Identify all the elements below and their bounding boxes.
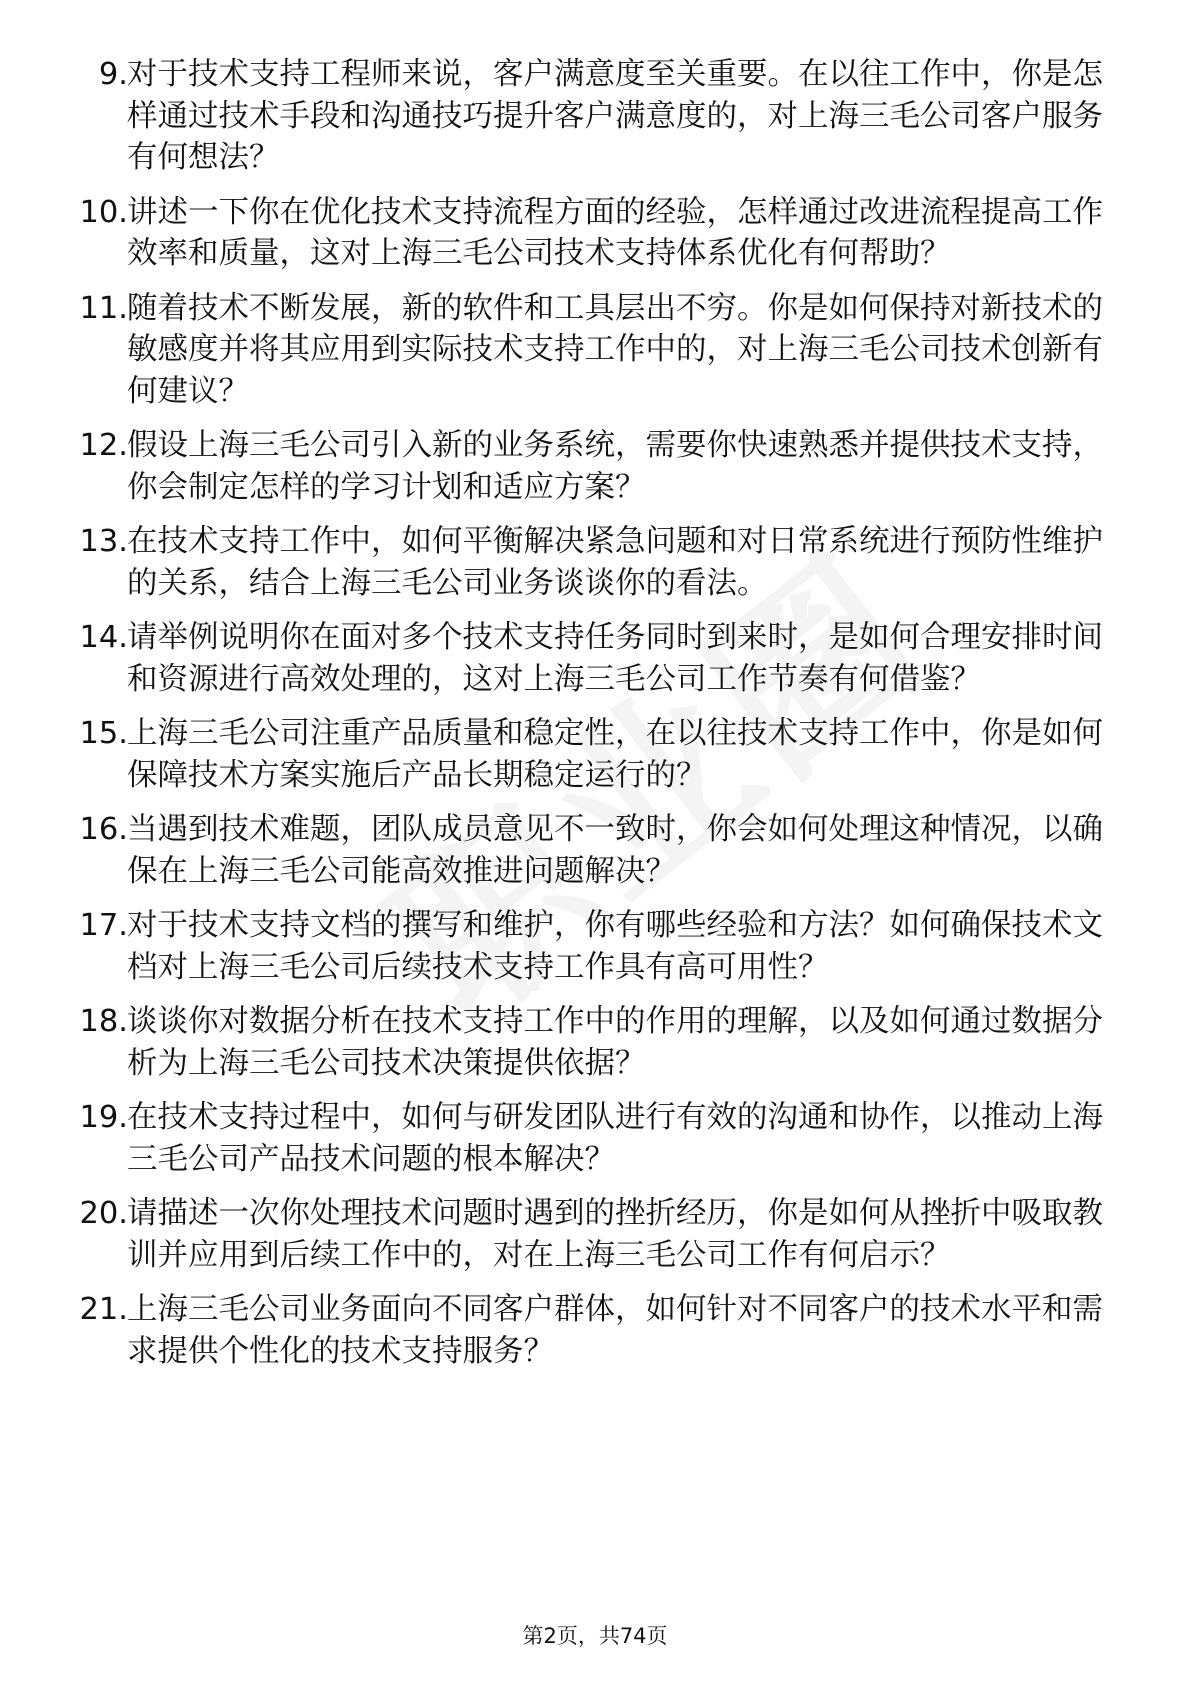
question-number: 11. [79, 290, 128, 326]
question-item [0, 192, 1190, 275]
question-item [0, 288, 1190, 413]
question-item [0, 425, 1190, 508]
question-text: 请举例说明你在面对多个技术支持任务同时到来时，是如何合理安排时间和资源进行高效处理的，这对上海三毛公司工作节奏有何借鉴？ [127, 620, 1103, 697]
question-text: 当遇到技术难题，团队成员意见不一致时，你会如何处理这种情况，以确保在上海三毛公司能高效推进问题解决？ [127, 812, 1103, 889]
question-text: 对于技术支持工程师来说，客户满意度至关重要。在以往工作中，你是怎样通过技术手段和沟通技巧提升客户满意度的，对上海三毛公司客户服务有何想法？ [127, 57, 1103, 175]
page-footer: 第2页，共74页 [522, 1624, 668, 1648]
question-number: 13. [79, 524, 128, 559]
question-item [0, 617, 1190, 700]
question-item [0, 713, 1190, 796]
question-item [0, 521, 1190, 604]
question-text: 随着技术不断发展，新的软件和工具层出不穷。你是如何保持对新技术的敏感度并将其应用到实际技术支持工作中的，对上海三毛公司技术创新有何建议？ [127, 290, 1103, 409]
question-number: 12. [79, 428, 128, 463]
question-item [0, 1193, 1190, 1276]
question-number: 15. [79, 716, 128, 751]
question-item [0, 1289, 1190, 1372]
question-item [0, 1097, 1190, 1180]
question-number: 14. [79, 620, 128, 655]
question-number: 21. [79, 1292, 128, 1327]
question-number: 16. [79, 812, 128, 847]
question-number: 9. [98, 57, 128, 92]
question-number: 10. [79, 194, 128, 230]
question-number: 19. [79, 1100, 128, 1135]
question-number: 18. [79, 1004, 128, 1039]
question-item [0, 905, 1190, 988]
question-text: 假设上海三毛公司引入新的业务系统，需要你快速熟悉并提供技术支持，你会制定怎样的学习计划和适应方案？ [127, 428, 1103, 505]
question-text: 请描述一次你处理技术问题时遇到的挫折经历，你是如何从挫折中吸取教训并应用到后续工作中的，对在上海三毛公司工作有何启示？ [127, 1196, 1103, 1273]
question-text: 谈谈你对数据分析在技术支持工作中的作用的理解，以及如何通过数据分析为上海三毛公司技术决策提供依据？ [127, 1004, 1103, 1081]
question-text: 在技术支持工作中，如何平衡解决紧急问题和对日常系统进行预防性维护的关系，结合上海三毛公司业务谈谈你的看法。 [127, 524, 1103, 601]
question-number: 17. [79, 908, 128, 943]
question-item [0, 1001, 1190, 1084]
question-text: 在技术支持过程中，如何与研发团队进行有效的沟通和协作，以推动上海三毛公司产品技术问题的根本解决？ [127, 1100, 1103, 1177]
question-text: 对于技术支持文档的撰写和维护，你有哪些经验和方法？如何确保技术文档对上海三毛公司后续技术支持工作具有高可用性？ [127, 908, 1103, 985]
question-text: 上海三毛公司注重产品质量和稳定性，在以往技术支持工作中，你是如何保障技术方案实施后产品长期稳定运行的？ [127, 716, 1103, 793]
question-text: 上海三毛公司业务面向不同客户群体，如何针对不同客户的技术水平和需求提供个性化的技术支持服务？ [127, 1292, 1103, 1369]
question-list [0, 54, 1190, 1385]
question-item [0, 54, 1190, 179]
question-number: 20. [79, 1196, 128, 1231]
question-item [0, 809, 1190, 892]
question-text: 讲述一下你在优化技术支持流程方面的经验，怎样通过改进流程提高工作效率和质量，这对上海三毛公司技术支持体系优化有何帮助？ [127, 194, 1103, 271]
